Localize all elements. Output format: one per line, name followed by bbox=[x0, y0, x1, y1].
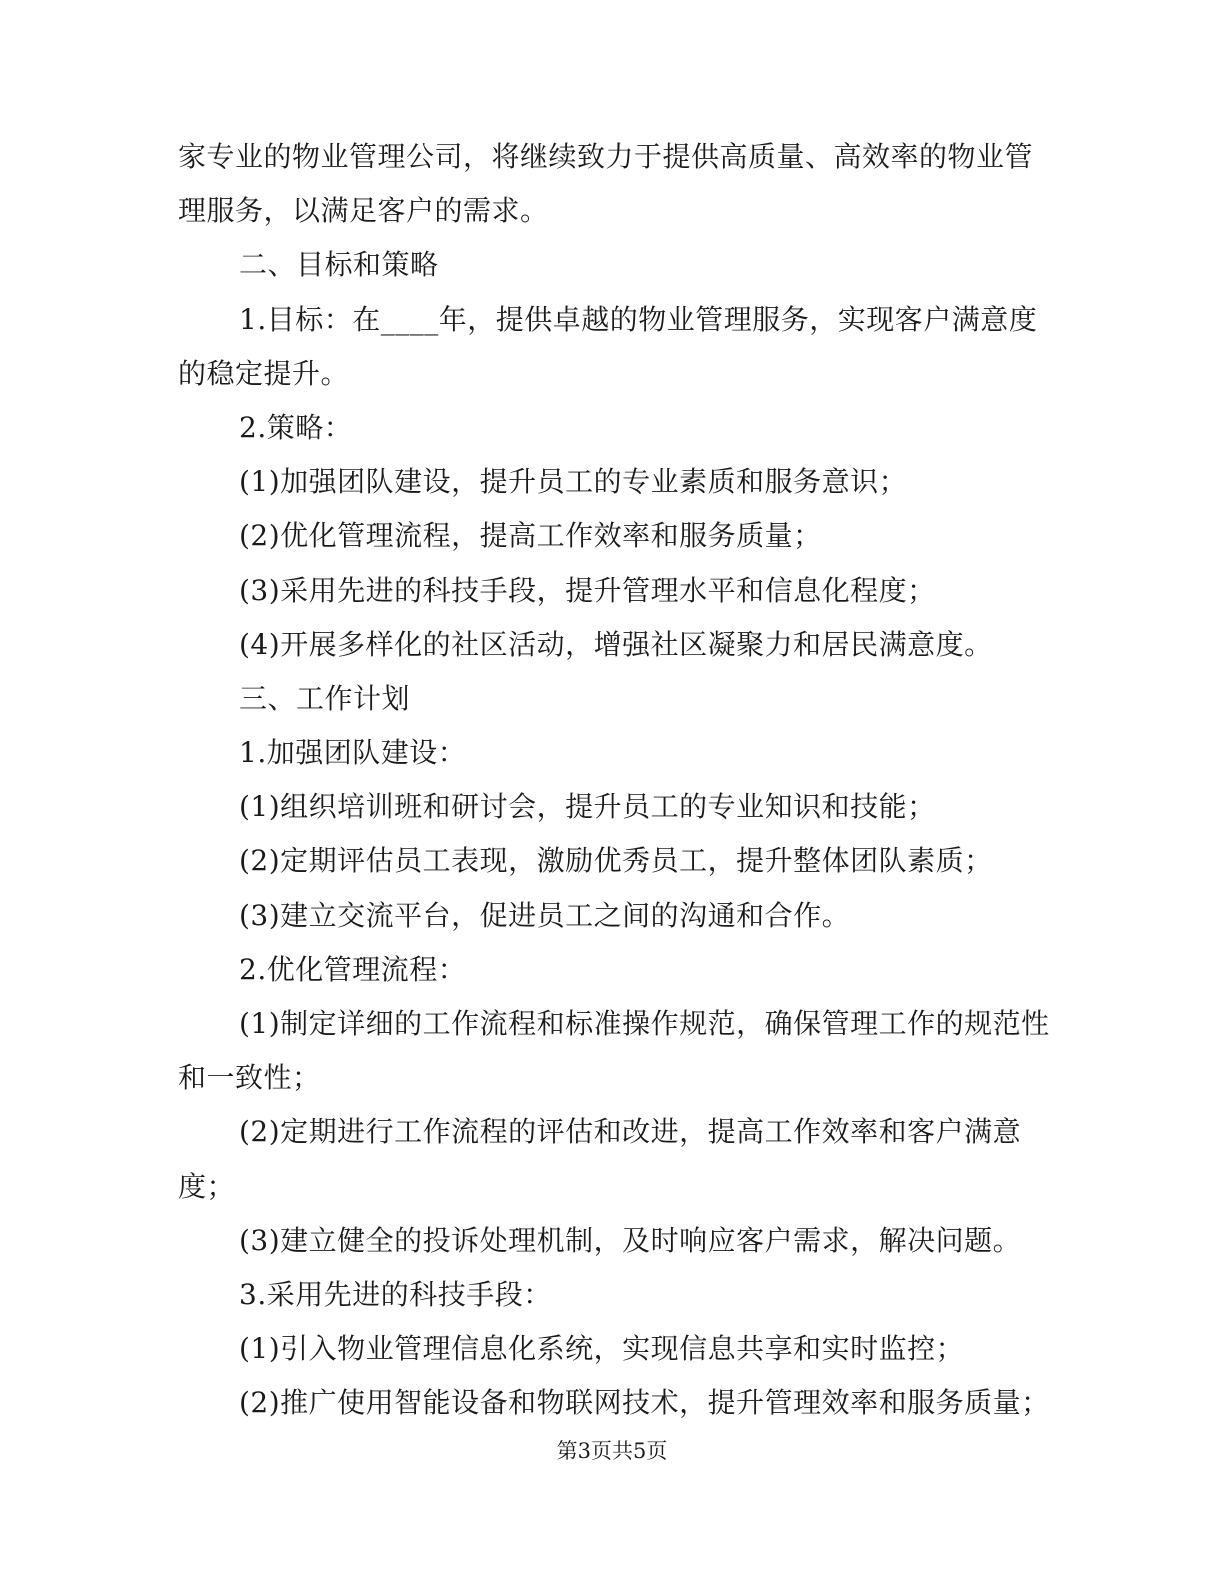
list-item: (1)加强团队建设，提升员工的专业素质和服务意识； bbox=[239, 465, 908, 499]
list-item: (3)建立交流平台，促进员工之间的沟通和合作。 bbox=[239, 898, 851, 932]
list-item: (2)优化管理流程，提高工作效率和服务质量； bbox=[239, 519, 822, 553]
text-line: 1.目标：在____年，提供卓越的物业管理服务，实现客户满意度 bbox=[239, 302, 1038, 336]
list-item: (3)采用先进的科技手段，提升管理水平和信息化程度； bbox=[239, 573, 936, 607]
list-item: (2)定期评估员工表现，激励优秀员工，提升整体团队素质； bbox=[239, 844, 993, 878]
list-item: (1)制定详细的工作流程和标准操作规范，确保管理工作的规范性 bbox=[239, 1007, 1050, 1040]
list-item: (2)推广使用智能设备和物联网技术，提升管理效率和服务质量； bbox=[239, 1386, 1050, 1420]
text-line: 度； bbox=[178, 1169, 236, 1203]
text-line: 和一致性； bbox=[178, 1061, 321, 1095]
list-item: (1)组织培训班和研讨会，提升员工的专业知识和技能； bbox=[239, 790, 936, 824]
list-item: (4)开展多样化的社区活动，增强社区凝聚力和居民满意度。 bbox=[239, 627, 993, 661]
section-heading: 二、目标和策略 bbox=[239, 248, 439, 282]
document-body bbox=[178, 130, 1050, 1431]
list-item: (3)建立健全的投诉处理机制，及时响应客户需求，解决问题。 bbox=[239, 1223, 1022, 1257]
list-item: (2)定期进行工作流程的评估和改进，提高工作效率和客户满意 bbox=[239, 1115, 1022, 1149]
text-line: 理服务，以满足客户的需求。 bbox=[178, 194, 549, 228]
list-item: (1)引入物业管理信息化系统，实现信息共享和实时监控； bbox=[239, 1332, 965, 1366]
subheading: 2.策略： bbox=[239, 410, 353, 444]
section-heading: 三、工作计划 bbox=[239, 681, 411, 715]
subheading: 1.加强团队建设： bbox=[239, 736, 467, 770]
text-line: 的稳定提升。 bbox=[178, 356, 350, 390]
page-number: 第3页共5页 bbox=[556, 1439, 668, 1463]
text-line: 家专业的物业管理公司，将继续致力于提供高质量、高效率的物业管 bbox=[178, 140, 1034, 173]
subheading: 3.采用先进的科技手段： bbox=[239, 1277, 552, 1311]
subheading: 2.优化管理流程： bbox=[239, 952, 467, 986]
